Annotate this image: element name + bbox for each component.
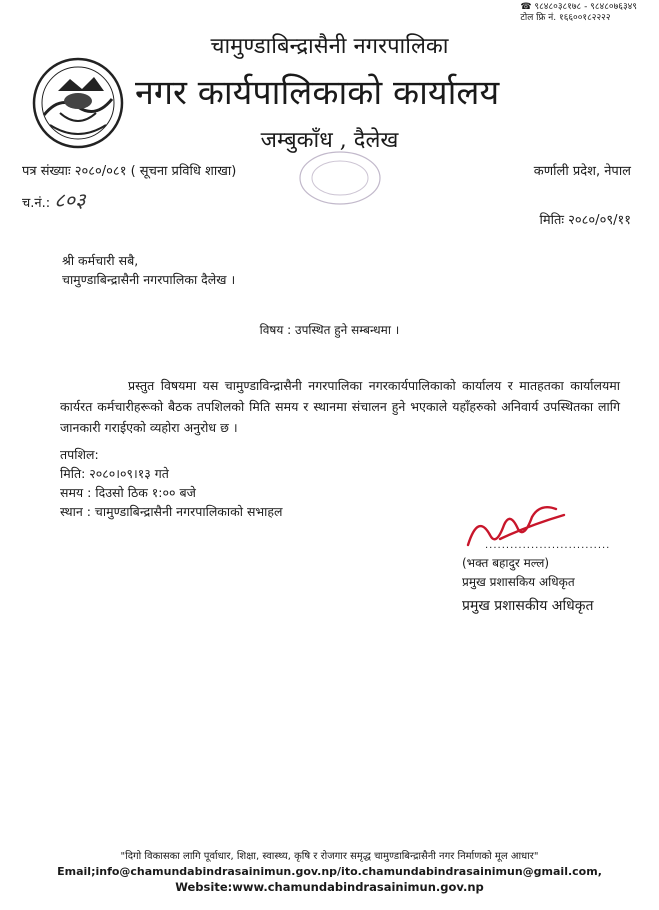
signature-line: .............................. [485,540,611,551]
details-time: समय : दिउसो ठिक १:०० बजे [60,485,196,500]
footer-slogan: "दिगो विकासका लागि पूर्वाधार, शिक्षा, स्वास्थ्य, कृषि र रोजगार समृद्ध चामुण्डाबिन्द्रासैनी नगर निर्माणको मूल आधार" [120,851,539,862]
contact-numbers [520,2,637,24]
footer-website: Website:www.chamundabindrasainimun.gov.np [175,880,484,894]
office-title: नगर कार्यपालिकाको कार्यालय [135,73,500,113]
phone-line-1: ☎ ९८४८०३८१७८ - ९८४८०७६३४९ [520,2,637,12]
chalani-number [22,186,85,213]
signatory-title-stamp: प्रमुख प्रशासकीय अधिकृत [462,598,594,614]
signatory-name: (भक्त बहादुर मल्ल) [462,556,550,570]
office-address: जम्बुकाँध , दैलेख [260,128,399,153]
details-place: स्थान : चामुण्डाबिन्द्रासैनी नगरपालिकाको सभाहल [60,504,283,519]
letter-body: प्रस्तुत विषयमा यस चामुण्डाविन्द्रासैनी नगरपालिका नगरकार्यपालिकाको कार्यालय र मातहतका कार्यालयमा कार्यरत कर्मचारीहरूको बैठक तपशिलको मिति समय र स्थानमा संचालन हुने भएकाले यहाँहरुको अनिवार्य उपस्थितका लागि जानकारी गराईएको व्यहोरा अनुरोध छ । [60,378,620,435]
details-heading: तपशिल: [60,447,99,462]
recipient-line-1: श्री कर्मचारी सबै, [62,253,139,268]
details-date: मिति: २०८०।०९।१३ गते [60,466,169,481]
office-seal-stamp [295,148,385,208]
chalani-label: च.नं.: [22,196,51,211]
reference-number: पत्र संख्याः २०८०/०८१ ( सूचना प्रविधि शाखा) [22,164,237,179]
letter-subject: विषय : उपस्थित हुने सम्बन्धमा । [259,323,400,337]
chalani-value: ८०३ [54,188,86,212]
signatory-title: प्रमुख प्रशासकिय अधिकृत [462,575,575,589]
recipient-line-2: चामुण्डाबिन्द्रासैनी नगरपालिका दैलेख । [62,272,236,287]
footer-email: Email;info@chamundabindrasainimun.gov.np/ito.chamundabindrasainimun@gmail.com, [57,865,602,878]
province-label: कर्णाली प्रदेश, नेपाल [533,164,631,179]
org-name: चामुण्डाबिन्द्रासैनी नगरपालिका [210,34,449,59]
letter-date: मितिः २०८०/०९/११ [539,213,631,228]
phone-line-2: टोल फ्रि नं. १६६००१८२२२२ [520,13,611,23]
